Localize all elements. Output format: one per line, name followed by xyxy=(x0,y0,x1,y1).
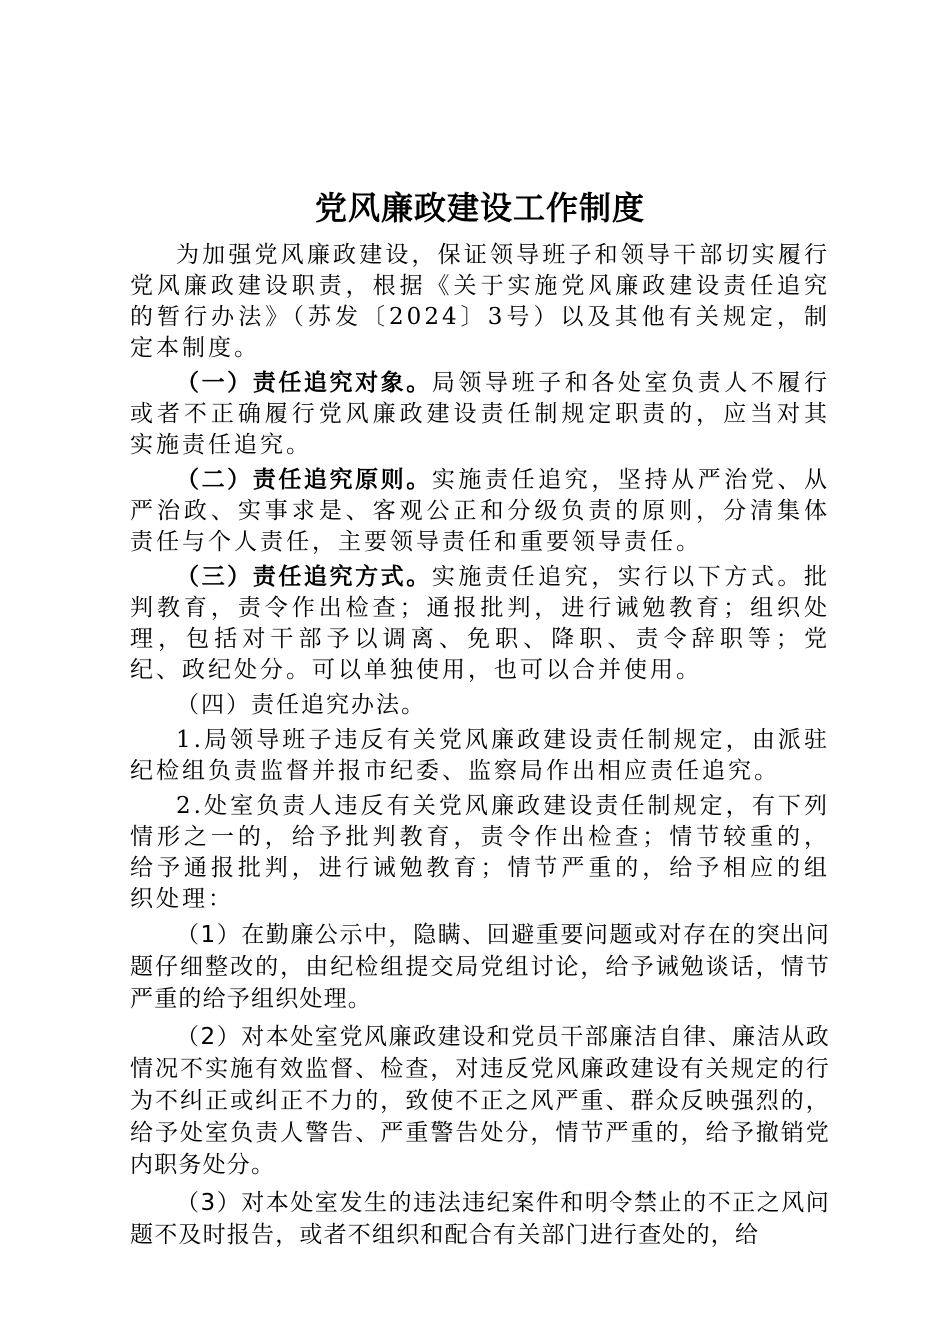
item-1-paragraph: 1.局领导班子违反有关党风廉政建设责任制规定，由派驻纪检组负责监督并报市纪委、监察局作出相应责任追究。 xyxy=(130,727,830,784)
section-3-body: 实施责任追究，实行以下方式。批判教育，责令作出检查；通报批判，进行诫勉教育；组织处理，包括对干部予以调离、免职、降职、责令辞职等；党纪、政纪处分。可以单独使用，也可以合并使用。 xyxy=(130,564,831,683)
item-2-paragraph: 2.处室负责人违反有关党风廉政建设责任制规定，有下列情形之一的，给予批判教育，责令作出检查；情节较重的，给予通报批判，进行诫勉教育；情节严重的，给予相应的组织处理： xyxy=(130,793,830,912)
section-3-heading: （三）责任追究方式。 xyxy=(176,564,432,590)
section-1-paragraph xyxy=(130,368,830,461)
sub-item-1-paragraph: （1）在勤廉公示中，隐瞒、回避重要问题或对存在的突出问题仔细整改的，由纪检组提交局党组讨论，给予诫勉谈话，情节严重的给予组织处理。 xyxy=(130,922,830,1012)
section-3-paragraph xyxy=(130,562,830,686)
section-1-heading: （一）责任追究对象。 xyxy=(176,370,432,396)
section-2-heading: （二）责任追究原则。 xyxy=(176,467,432,493)
section-2-body: 实施责任追究，坚持从严治党、从严治政、实事求是、客观公正和分级负责的原则，分清集体责任与个人责任，主要领导责任和重要领导责任。 xyxy=(130,467,831,555)
section-2-paragraph xyxy=(130,465,830,558)
section-4-heading: （四）责任追究办法。 xyxy=(176,692,426,718)
intro-paragraph: 为加强党风廉政建设，保证领导班子和领导干部切实履行党风廉政建设职责，根据《关于实施党风廉政建设责任追究的暂行办法》（苏发〔2024〕3号）以及其他有关规定，制定本制度。 xyxy=(130,242,830,361)
document-title: 党风廉政建设工作制度 xyxy=(314,189,645,227)
section-1-body: 局领导班子和各处室负责人不履行或者不正确履行党风廉政建设责任制规定职责的，应当对其实施责任追究。 xyxy=(130,370,831,458)
document-page xyxy=(130,182,830,1257)
sub-item-3-paragraph: （3）对本处室发生的违法违纪案件和明令禁止的不正之风问题不及时报告，或者不组织和配合有关部门进行查处的，给 xyxy=(130,1190,830,1248)
sub-item-2-paragraph: （2）对本处室党风廉政建设和党员干部廉洁自律、廉洁从政情况不实施有效监督、检查，对违反党风廉政建设有关规定的行为不纠正或纠正不力的，致使不正之风严重、群众反映强烈的，给予处室负责人警告、严重警告处分，情节严重的，给予撤销党内职务处分。 xyxy=(130,1024,830,1178)
